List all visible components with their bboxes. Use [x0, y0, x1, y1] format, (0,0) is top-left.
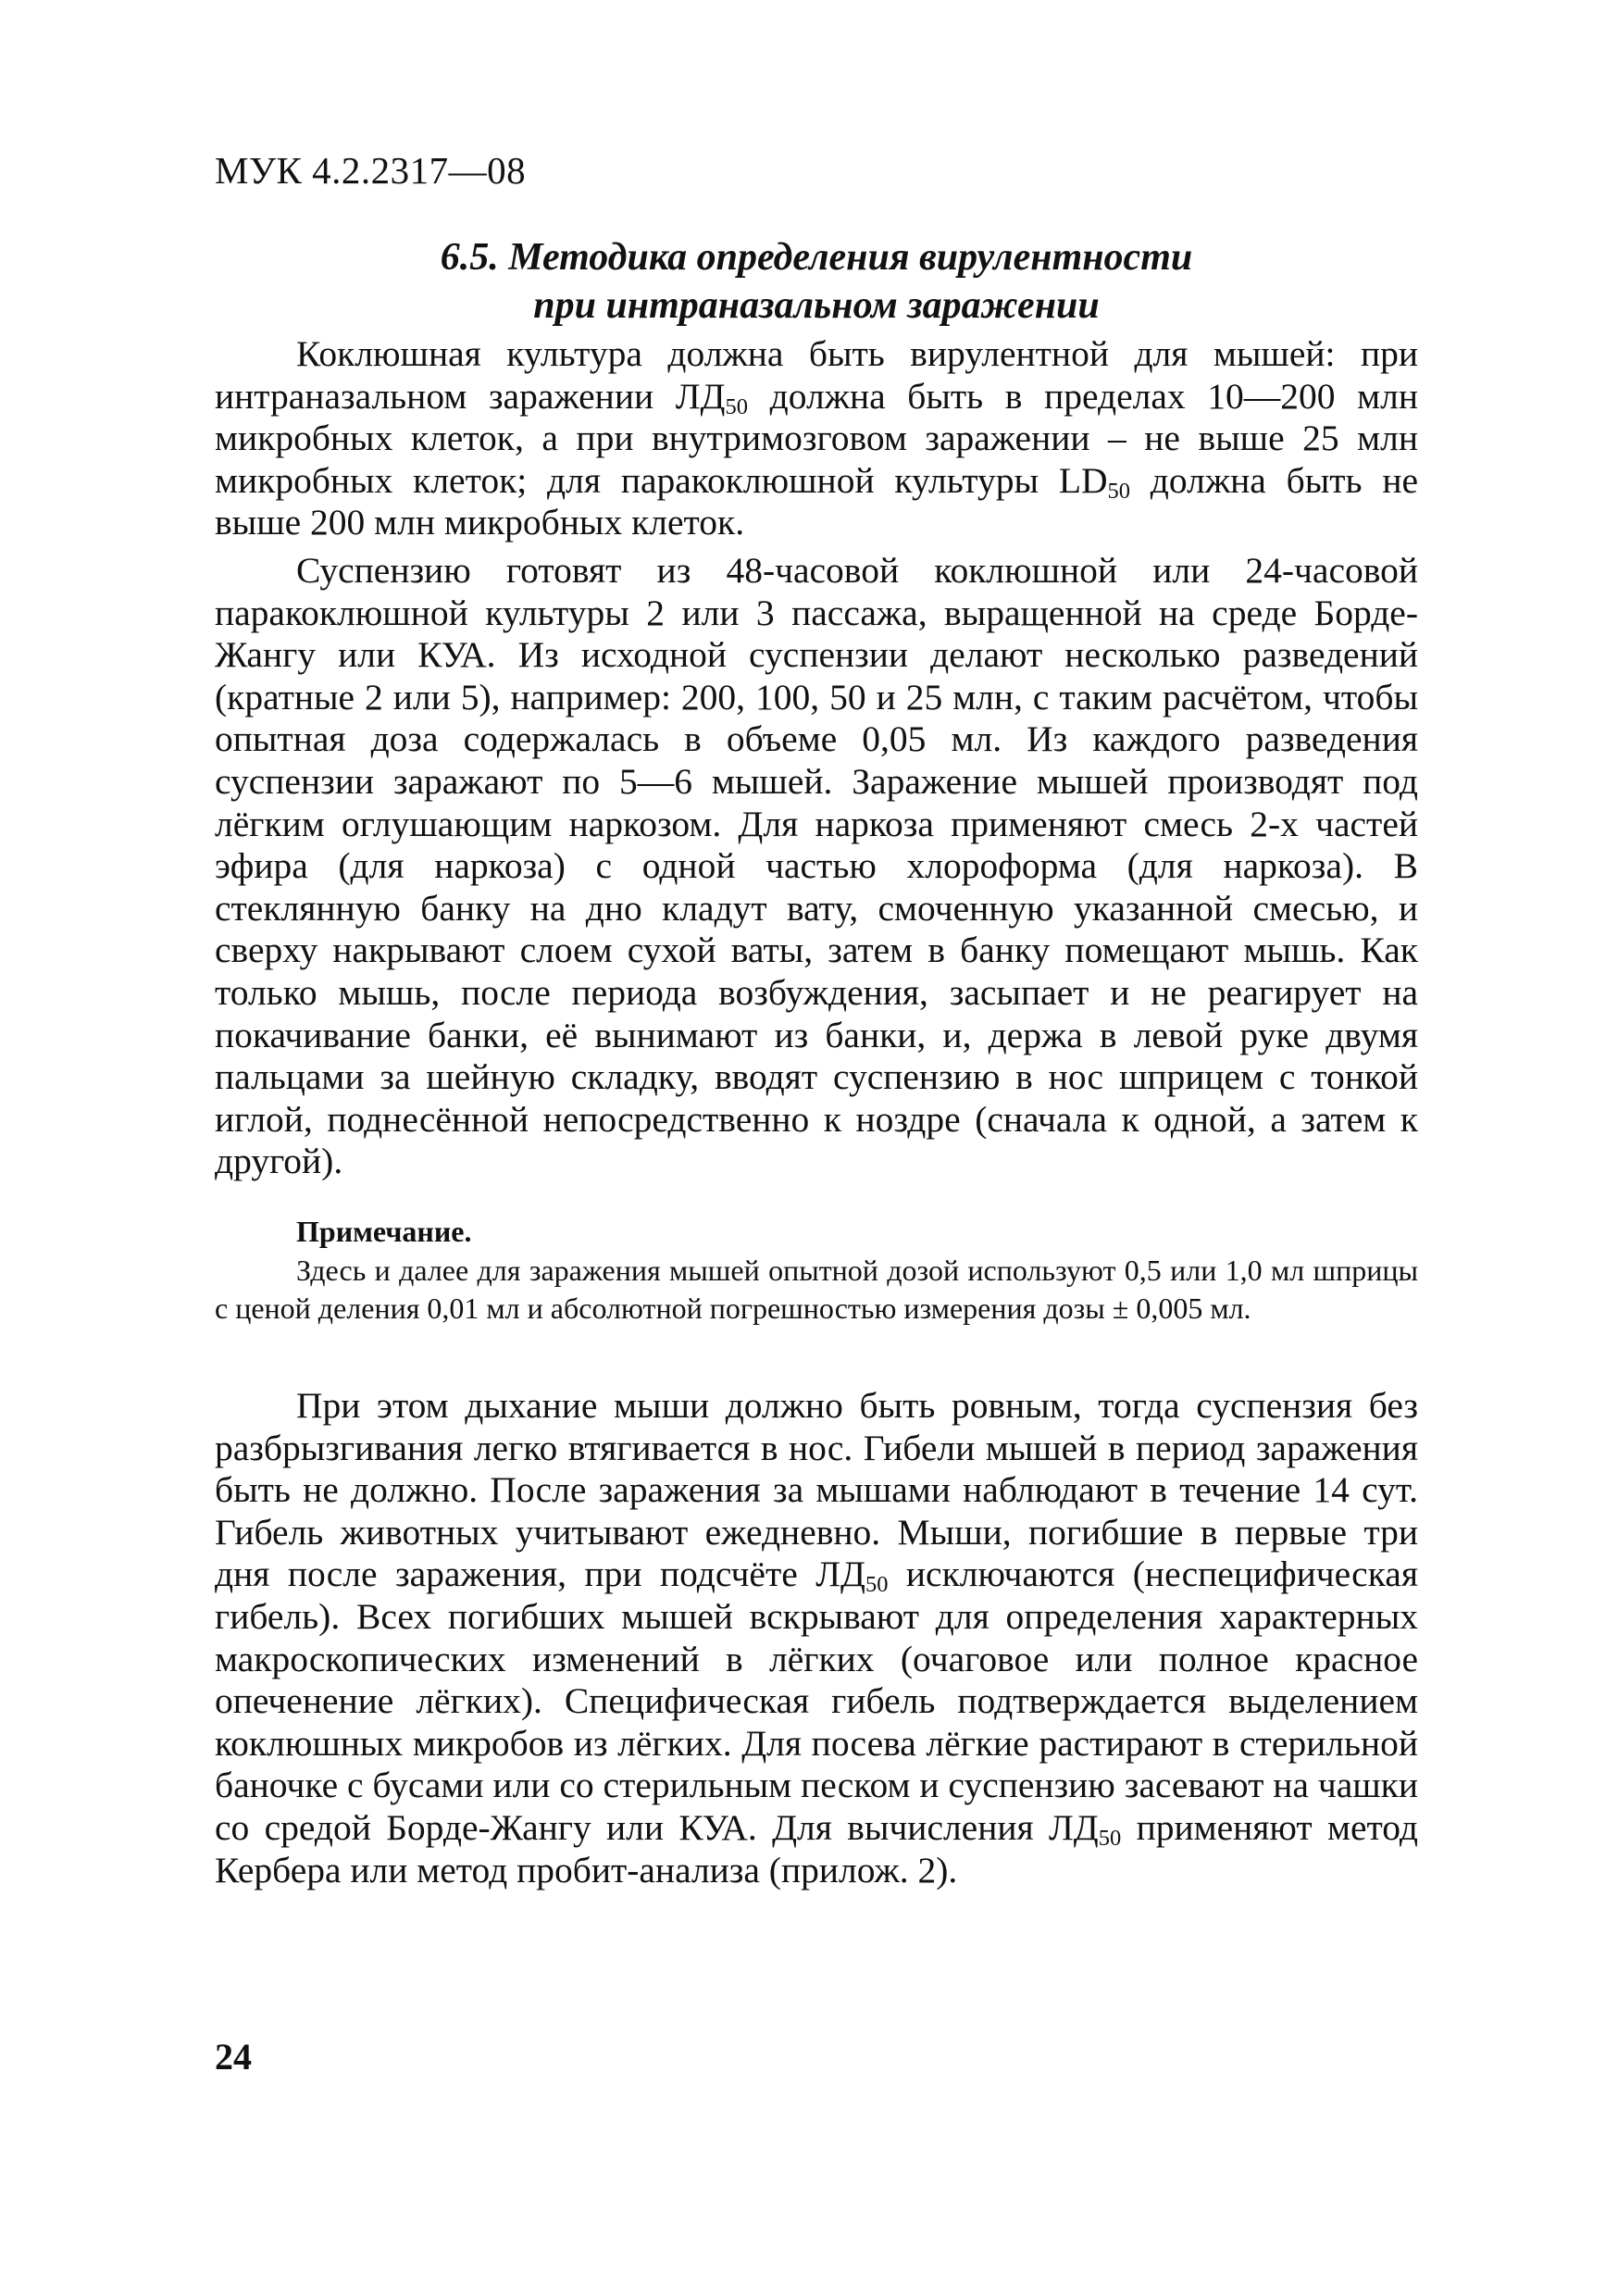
paragraph-text: должна быть в пределах 10—200 млн микробных клеток, а при внутримозговом заражении – не выше 25 млн микробных клеток; для паракоклюшной культуры LD [215, 375, 1419, 501]
paragraph-suspension-preparation: Суспензию готовят из 48-часовой коклюшной или 24-часовой паракоклюшной культуры 2 или 3 пассажа, выращенной на среде Борде-Жангу или КУА. Из исходной суспензии делают несколько разведений (кратные 2 или 5), например: 200, 100, 50 и 25 млн, с таким расчётом, чтобы опытная доза содержалась в объеме 0,05 мл. Из каждого разведения суспензии заражают по 5—6 мышей. Заражение мышей производят под лёгким оглушающим наркозом. Для наркоза применяют смесь 2-х частей эфира (для наркоза) с одной частью хлороформа (для наркоза). В стеклянную банку на дно кладут вату, смоченную указанной смесью, и сверху накрывают слоем сухой ваты, затем в банку помещают мышь. Как только мышь, после периода возбуждения, засыпает и не реагирует на покачивание банки, её вынимают из банки, и, держа в левой руке двумя пальцами за шейную складку, вводят суспензию в нос шприцем с тонкой иглой, поднесённой непосредственно к ноздре (сначала к одной, а затем к другой). [215, 549, 1418, 1182]
section-title-line-1: 6.5. Методика определения вирулентности [440, 236, 1193, 279]
subscript: 50 [1107, 478, 1130, 504]
page-number: 24 [215, 2036, 252, 2078]
paragraph-text: Коклюшная культура должна быть вирулентной для мышей: при интраназальном заражении ЛД [215, 333, 1418, 417]
paragraph-virulence-requirements [215, 333, 1418, 544]
body-block-2 [215, 1385, 1418, 1891]
paragraph-text: применяют метод Кербера или метод пробит-анализа (прилож. 2). [215, 1806, 1418, 1890]
subscript: 50 [725, 393, 748, 419]
section-title [215, 233, 1418, 330]
section-title-line-2: при интраназальном заражении [533, 284, 1100, 327]
paragraph-observation [215, 1385, 1418, 1891]
note-heading: Примечание. [296, 1215, 472, 1248]
paragraph-text: При этом дыхание мыши должно быть ровным, тогда суспензия без разбрызгивания легко втягивается в нос. Гибели мышей в период заражения быть не должно. После заражения за мышами наблюдают в течение 14 сут. Гибель животных учитывают ежедневно. Мыши, погибшие в первые три дня после заражения, при подсчёте ЛД [215, 1385, 1418, 1595]
note-text: Здесь и далее для заражения мышей опытной дозой используют 0,5 или 1,0 мл шприцы с ценой деления 0,01 мл и абсолютной погрешностью измерения дозы ± 0,005 мл. [215, 1254, 1418, 1325]
subscript: 50 [865, 1572, 889, 1598]
paragraph-text: исключаются (неспецифическая гибель). Всех погибших мышей вскрывают для определения характерных макроскопических изменений в лёгких (очаговое или полное красное опеченение лёгких). Специфическая гибель подтверждается выделением коклюшных микробов из лёгких. Для посева лёгкие растирают в стерильной баночке с бусами или со стерильным песком и суспензию засевают на чашки со средой Борде-Жангу или КУА. Для вычисления ЛД [215, 1554, 1418, 1848]
running-header: МУК 4.2.2317—08 [215, 149, 527, 192]
paragraph-text: должна быть не выше 200 млн микробных клеток. [215, 459, 1418, 543]
body-block-1 [215, 333, 1418, 1183]
subscript: 50 [1098, 1826, 1122, 1852]
